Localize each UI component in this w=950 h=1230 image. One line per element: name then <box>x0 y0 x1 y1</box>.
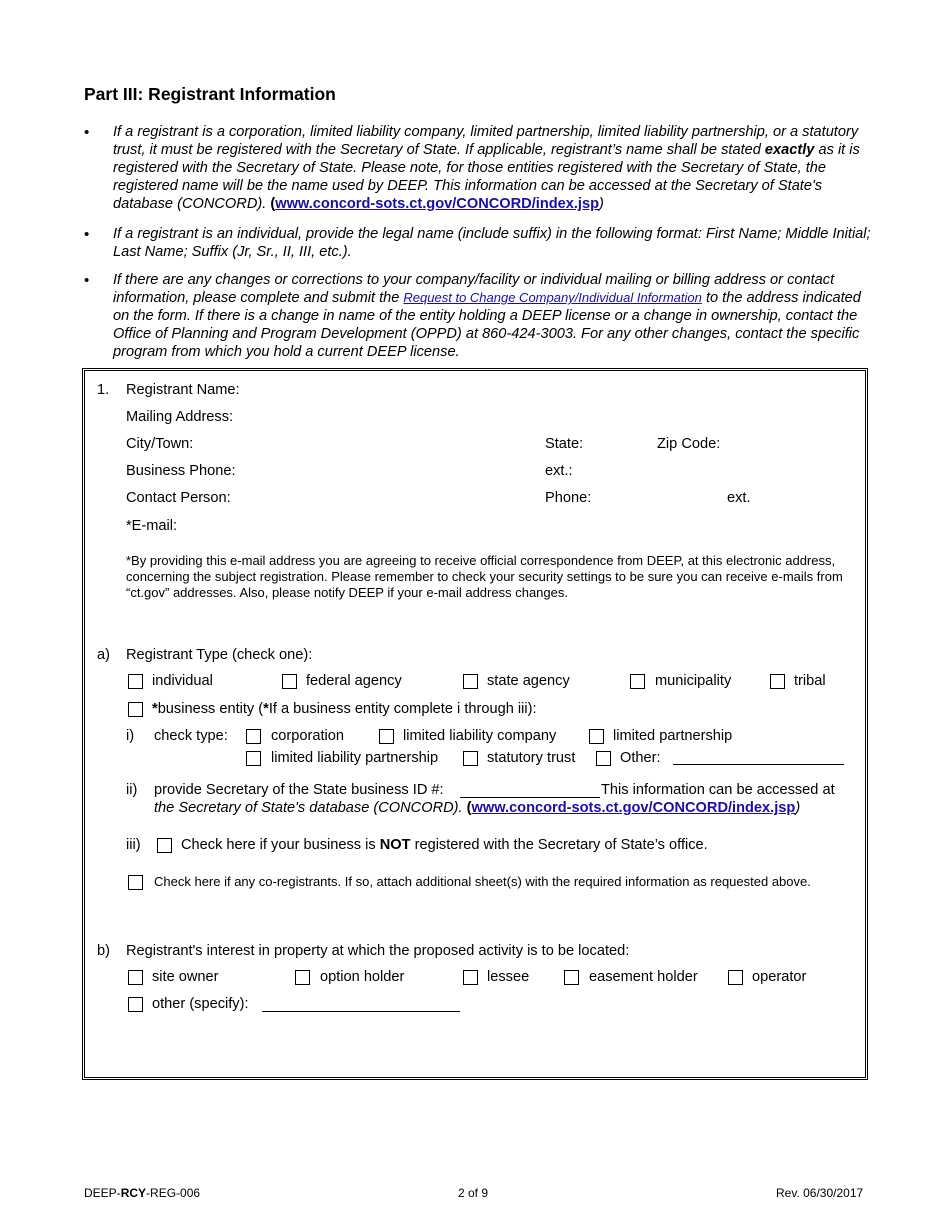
bullet-marker: • <box>84 272 90 289</box>
bullet-corporation-info <box>113 123 873 213</box>
city-town-label: City/Town: <box>126 436 194 452</box>
contact-person-label: Contact Person: <box>126 490 231 506</box>
bullet-text: If a registrant is a corporation, limited liability company, limited partnership, limited liability partnership, or a statutory trust, it must be registered with the Secretary of State. If applicable, registrant’s name shall be stated <box>113 124 859 158</box>
email-note: *By providing this e-mail address you are agreeing to receive official correspondence from DEEP, at this electronic address, concerning the subject registration. Please remember to check your security settings to be sure you can receive e-mails from “ct.gov” addresses. Also, please notify DEEP if your e-mail address changes. <box>126 553 843 600</box>
bullet-text: If there are any changes or corrections to your company/facility or individual mailing or billing address or contact information, please complete and submit the <box>113 272 835 306</box>
emphasis-text: exactly <box>764 142 815 158</box>
other-type-field[interactable] <box>673 764 844 765</box>
llc-label: limited liability company <box>403 728 557 744</box>
phone-label: Phone: <box>545 490 592 506</box>
llc-checkbox[interactable] <box>379 729 394 744</box>
operator-checkbox[interactable] <box>728 970 743 985</box>
required-star: * <box>263 701 269 717</box>
business-entity-label <box>152 701 537 717</box>
not-registered-checkbox[interactable] <box>157 838 172 853</box>
business-id-note: This information can be accessed at <box>601 782 835 798</box>
concord-text: the Secretary of State's database (CONCORD). <box>154 800 467 816</box>
other-specify-field[interactable] <box>262 1011 460 1012</box>
sub-ii-label: ii) <box>126 782 138 798</box>
business-id-label: provide Secretary of the State business ID #: <box>154 782 444 798</box>
other-interest-checkbox[interactable] <box>128 997 143 1012</box>
concord-line <box>154 800 800 816</box>
option-holder-label: option holder <box>320 969 405 985</box>
limited-partnership-label: limited partnership <box>613 728 733 744</box>
llp-checkbox[interactable] <box>246 751 261 766</box>
item-number: 1. <box>97 382 110 398</box>
operator-label: operator <box>752 969 807 985</box>
form-number <box>84 1186 200 1200</box>
concord-link-2[interactable]: www.concord-sots.ct.gov/CONCORD/index.jsp <box>471 800 796 816</box>
check-type-label: check type: <box>154 728 228 744</box>
statutory-trust-checkbox[interactable] <box>463 751 478 766</box>
co-registrants-checkbox[interactable] <box>128 875 143 890</box>
page-title: Part III: Registrant Information <box>84 84 336 104</box>
corporation-label: corporation <box>271 728 345 744</box>
required-star: * <box>152 701 158 717</box>
co-registrants-label: Check here if any co-registrants. If so, attach additional sheet(s) with the required information as requested above. <box>154 874 811 889</box>
section-b-label: b) <box>97 943 110 959</box>
mailing-address-label: Mailing Address: <box>126 409 234 425</box>
business-phone-label: Business Phone: <box>126 463 236 479</box>
sub-i-label: i) <box>126 728 135 744</box>
sub-iii-label: iii) <box>126 837 141 853</box>
business-entity-text: business entity ( <box>157 701 264 717</box>
business-entity-instruction: If a business entity complete i through iii): <box>268 701 537 717</box>
form-code: RCY <box>120 1186 147 1200</box>
not-registered-text-2: registered with the Secretary of State’s office. <box>410 837 708 853</box>
property-interest-label: Registrant's interest in property at which the proposed activity is to be located: <box>126 943 630 959</box>
bullet-changes-info <box>113 271 873 361</box>
concord-link[interactable]: www.concord-sots.ct.gov/CONCORD/index.jsp <box>275 196 600 212</box>
lessee-label: lessee <box>487 969 530 985</box>
tribal-label: tribal <box>794 673 826 689</box>
state-agency-checkbox[interactable] <box>463 674 478 689</box>
other-type-label: Other: <box>620 750 661 766</box>
not-registered-text: Check here if your business is <box>181 837 380 853</box>
other-type-checkbox[interactable] <box>596 751 611 766</box>
llp-label: limited liability partnership <box>271 750 439 766</box>
other-specify-label: other (specify): <box>152 996 249 1012</box>
request-change-link[interactable]: Request to Change Company/Individual Information <box>403 290 702 305</box>
bullet-marker: • <box>84 226 90 243</box>
registrant-name-label: Registrant Name: <box>126 382 240 398</box>
bullet-individual-info: If a registrant is an individual, provide the legal name (include suffix) in the following format: First Name; Middle Initial; Last Name; Suffix (Jr, Sr., II, III, etc.). <box>113 226 871 260</box>
business-ext-label: ext.: <box>545 463 573 479</box>
bullet-text: as it is registered with the Secretary of State. Please note, for those entities registered with the Secretary of State, the registered name will be the name used by DEEP. This information can be accessed at the Secretary of State's database (CONCORD). <box>113 142 860 212</box>
state-agency-label: state agency <box>487 673 570 689</box>
individual-label: individual <box>152 673 213 689</box>
section-a-label: a) <box>97 647 110 663</box>
paren: ( <box>270 196 276 212</box>
phone-ext-label: ext. <box>727 490 751 506</box>
bullet-marker: • <box>84 124 90 141</box>
business-id-field[interactable] <box>460 797 600 798</box>
paren: ) <box>599 196 604 212</box>
federal-agency-label: federal agency <box>306 673 402 689</box>
state-label: State: <box>545 436 584 452</box>
zip-code-label: Zip Code: <box>657 436 721 452</box>
not-registered-label <box>181 837 708 853</box>
municipality-label: municipality <box>655 673 732 689</box>
statutory-trust-label: statutory trust <box>487 750 576 766</box>
registrant-type-label: Registrant Type (check one): <box>126 647 313 663</box>
email-label: *E-mail: <box>126 518 178 534</box>
corporation-checkbox[interactable] <box>246 729 261 744</box>
tribal-checkbox[interactable] <box>770 674 785 689</box>
option-holder-checkbox[interactable] <box>295 970 310 985</box>
not-emphasis: NOT <box>379 837 411 853</box>
business-entity-checkbox[interactable] <box>128 702 143 717</box>
individual-checkbox[interactable] <box>128 674 143 689</box>
form-suffix: -REG-006 <box>146 1186 201 1200</box>
limited-partnership-checkbox[interactable] <box>589 729 604 744</box>
site-owner-label: site owner <box>152 969 219 985</box>
revision-date: Rev. 06/30/2017 <box>776 1186 864 1200</box>
lessee-checkbox[interactable] <box>463 970 478 985</box>
bullet-text: to the address indicated on the form. If there is a change in name of the entity holding a DEEP license or a change in ownership, contact the Office of Planning and Program Development (OPPD) at 860-424-3003. For any other changes, contact the specific program from which you hold a current DEEP license. <box>113 290 861 360</box>
federal-agency-checkbox[interactable] <box>282 674 297 689</box>
easement-holder-label: easement holder <box>589 969 698 985</box>
paren: ) <box>795 800 801 816</box>
site-owner-checkbox[interactable] <box>128 970 143 985</box>
form-prefix: DEEP- <box>84 1186 121 1200</box>
paren: ( <box>466 800 472 816</box>
easement-holder-checkbox[interactable] <box>564 970 579 985</box>
municipality-checkbox[interactable] <box>630 674 645 689</box>
page-number: 2 of 9 <box>458 1186 489 1200</box>
